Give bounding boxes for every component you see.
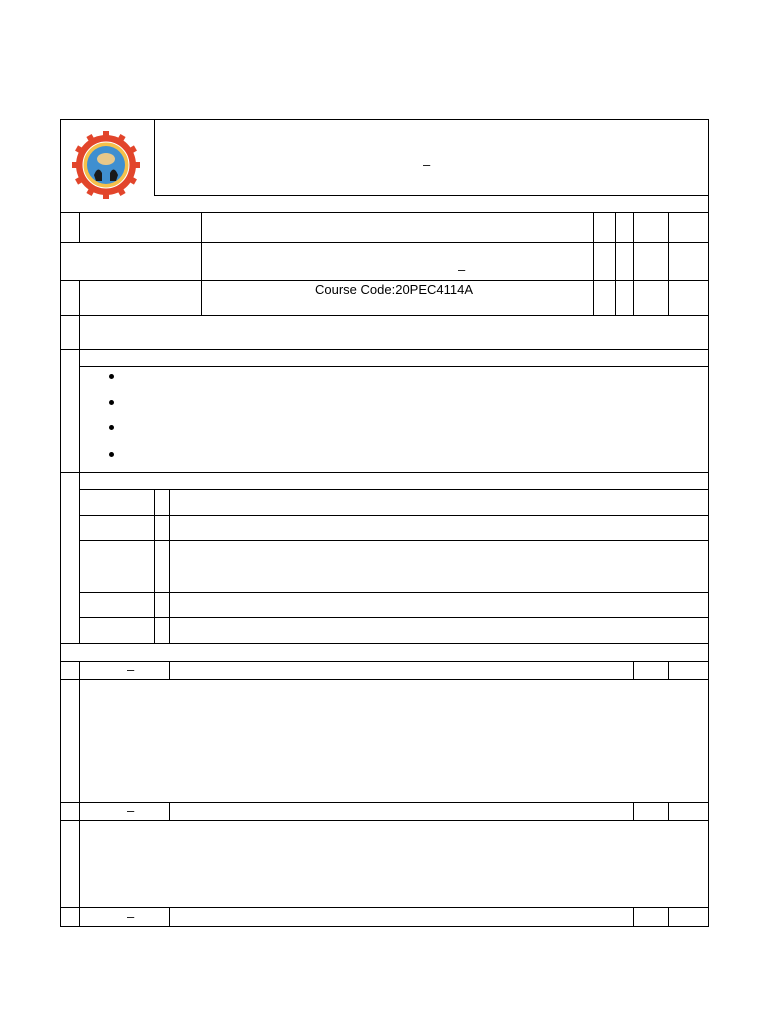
college-logo xyxy=(72,131,140,199)
course-code: Course Code:20PEC4114A xyxy=(315,282,474,297)
objective-bullet xyxy=(109,374,114,379)
unit-3-dash: – xyxy=(127,909,135,924)
objective-bullet xyxy=(109,400,114,405)
unit-1-dash: – xyxy=(127,662,135,677)
title-row-dash: – xyxy=(458,262,466,277)
objective-bullet xyxy=(109,452,114,457)
objective-bullet xyxy=(109,425,114,430)
unit-2-dash: – xyxy=(127,803,135,818)
syllabus-table-frame xyxy=(60,119,709,927)
header-dash: – xyxy=(423,157,431,172)
